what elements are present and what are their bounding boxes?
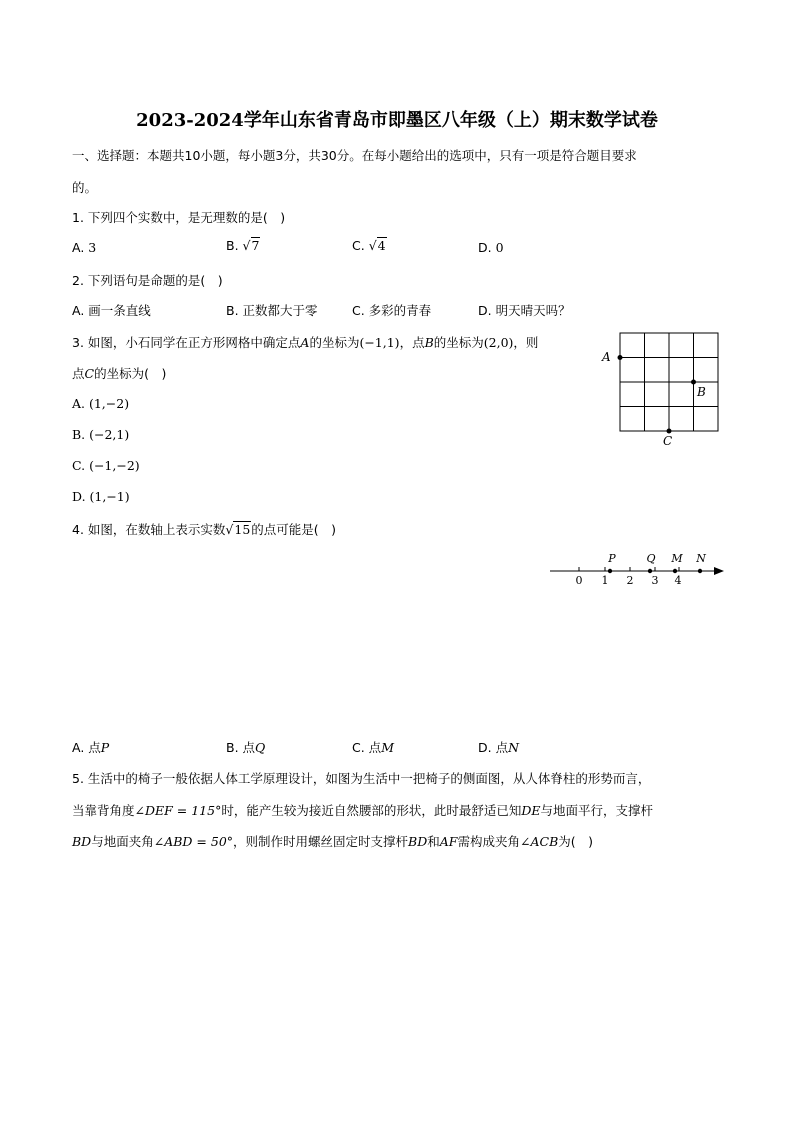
q2-option-b: B. 正数都大于零 [226, 303, 318, 318]
tick-label-3: 3 [651, 574, 659, 587]
point-n-label: N [696, 552, 706, 565]
q4-option-b: B. 点Q [226, 740, 266, 755]
axis-arrow [714, 567, 724, 575]
q5-stem-line1: 5. 生活中的椅子一般依据人体工学原理设计，如图为生活中一把椅子的侧面图，从人体脊柱的形势而言， [72, 771, 651, 786]
label-b: B [697, 385, 706, 399]
q2-option-d: D. 明天晴天吗？ [478, 303, 571, 318]
q5-stem-line3: BD与地面夹角∠ABD = 50°，则制作时用螺丝固定时支撑杆BD和AF需构成夹角∠ACB为( ) [72, 834, 594, 849]
tick-label-0: 0 [575, 574, 583, 587]
q4-number-line [544, 548, 728, 590]
axis-ticks [579, 567, 679, 571]
q1-option-b: B. √7 [226, 238, 260, 253]
q3-option-d: D. (1,−1) [72, 489, 130, 504]
q4-option-c: C. 点M [352, 740, 394, 755]
point-a-dot [618, 355, 623, 360]
label-c: C [663, 434, 673, 448]
q1-option-d: D. 0 [478, 240, 504, 255]
q3-stem: 3. 如图，小石同学在正方形网格中确定点A的坐标为(−1,1)，点B的坐标为(2,0)，则 [72, 335, 539, 350]
point-p-label: P [608, 552, 616, 565]
q4-option-d: D. 点N [478, 740, 520, 755]
label-a: A [602, 350, 611, 364]
q3-option-b: B. (−2,1) [72, 427, 130, 442]
q2-stem: 2. 下列语句是命题的是( ) [72, 273, 223, 288]
q4-stem: 4. 如图，在数轴上表示实数√15的点可能是( ) [72, 522, 337, 537]
tick-label-1: 1 [601, 574, 609, 587]
q2-option-c: C. 多彩的青春 [352, 303, 432, 318]
grid-lines [620, 333, 718, 431]
q3-option-c: C. (−1,−2) [72, 458, 140, 473]
q1-option-c: C. √4 [352, 238, 386, 253]
point-m-label: M [671, 552, 683, 565]
point-c-dot [667, 429, 672, 434]
point-b-dot [691, 380, 696, 385]
tick-label-4: 4 [674, 574, 682, 587]
page-title: 2023-2024学年山东省青岛市即墨区八年级（上）期末数学试卷 [136, 110, 658, 131]
point-n-dot [698, 569, 702, 573]
point-m-dot [673, 569, 677, 573]
q1-stem: 1. 下列四个实数中，是无理数的是( ) [72, 210, 286, 225]
q3-grid-figure [596, 328, 726, 448]
q4-option-a: A. 点P [72, 740, 110, 755]
point-q-dot [648, 569, 652, 573]
tick-label-2: 2 [626, 574, 634, 587]
point-q-label: Q [646, 552, 656, 565]
section-heading-cont: 的。 [72, 180, 98, 195]
q3-option-a: A. (1,−2) [72, 396, 130, 411]
point-p-dot [608, 569, 612, 573]
q1-option-a: A. 3 [72, 240, 97, 255]
q3-stem-cont: 点C的坐标为( ) [72, 366, 167, 381]
section-heading: 一、选择题：本题共10小题，每小题3分，共30分。在每小题给出的选项中，只有一项是符合题目要求 [72, 148, 637, 163]
q2-option-a: A. 画一条直线 [72, 303, 151, 318]
q5-stem-line2: 当靠背角度∠DEF = 115°时，能产生较为接近自然腰部的形状，此时最舒适已知DE与地面平行，支撑杆 [72, 803, 654, 818]
